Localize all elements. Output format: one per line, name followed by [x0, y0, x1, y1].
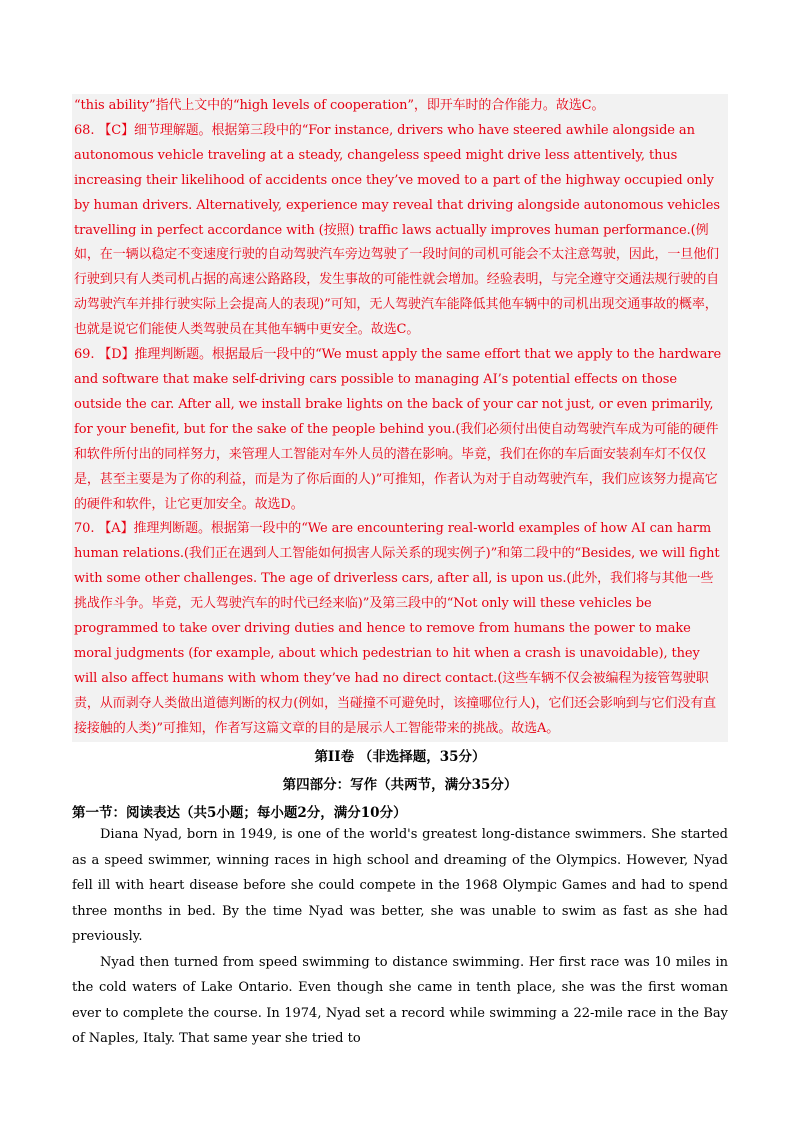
section-heading: 第一节：阅读表达（共5小题；每小题2分，满分10分）	[72, 805, 407, 821]
answer-70: 70. 【A】推理判断题。根据第一段中的“We are encountering real-world examples of how AI can harm human relations.(我们正在遇到人工智能如何损害人际关系的现实例子)”和第二段中的“Besides, we will fight with some other challenges. The age of driverless cars, after all, is upon us.(此外，我们将与其他一些挑战作斗争。毕竟，无人驾驶汽车的时代已经来临)”及第三段中的“Not only will these vehicles be programmed to take over driving duties and hence to remove from humans the power to make moral judgments (for example, about which pedestrian to hit when a crash is unavoidable), they will also affect humans with whom they’ve had no direct contact.(这些车辆不仅会被编程为接管驾驶职责，从而剥夺人类做出道德判断的权力(例如，当碰撞不可避免时，该撞哪位行人)，它们还会影响到与它们没有直接接触的人类)”可推知，作者写这篇文章的目的是展示人工智能带来的挑战。故选A。	[74, 521, 720, 736]
answer-67-continuation: “this ability”指代上文中的“high levels of cooperation”，即开车时的合作能力。故选C。	[74, 98, 605, 113]
passage-paragraph-1: Diana Nyad, born in 1949, is one of the world's greatest long-distance swimmers. She started as a speed swimmer, winning races in high school and dreaming of the Olympics. However, Nyad fell ill with heart disease before she could compete in the 1968 Olympic Games and had to spend three months in bed. By the time Nyad was better, she was unable to swim as fast as she had previously.	[72, 827, 728, 944]
reading-passage	[72, 822, 728, 1052]
passage-paragraph-2: Nyad then turned from speed swimming to distance swimming. Her first race was 10 miles in the cold waters of Lake Ontario. Even though she came in tenth place, she was the first woman ever to complete the course. In 1974, Nyad set a record while swimming a 22-mile race in the Bay of Naples, Italy. That same year she tried to	[72, 954, 728, 1046]
volume-heading: 第II卷 （非选择题，35分）	[314, 749, 486, 765]
answer-68: 68. 【C】细节理解题。根据第三段中的“For instance, drivers who have steered awhile alongside an autonomous vehicle traveling at a steady, changeless speed might drive less attentively, thus increasing their likelihood of accidents once they’ve moved to a part of the highway occupied only by human drivers. Alternatively, experience may reveal that driving alongside autonomous vehicles travelling in perfect accordance with (按照) traffic laws actually improves human performance.(例如，在一辆以稳定不变速度行驶的自动驾驶汽车旁边驾驶了一段时间的司机可能会不太注意驾驶，因此，一旦他们行驶到只有人类司机占据的高速公路路段，发生事故的可能性就会增加。经验表明，与完全遵守交通法规行驶的自动驾驶汽车并排行驶实际上会提高人的表现)”可知，无人驾驶汽车能降低其他车辆中的司机出现交通事故的概率，也就是说它们能使人类驾驶员在其他车辆中更安全。故选C。	[74, 122, 720, 338]
answer-explanations	[72, 94, 728, 742]
answer-69: 69. 【D】推理判断题。根据最后一段中的“We must apply the same effort that we apply to the hardware and software that make self-driving cars possible to managing AI’s potential effects on those outside the car. After all, we install brake lights on the back of your car not just, or even primarily, for your benefit, but for the sake of the people behind you.(我们必须付出使自动驾驶汽车成为可能的硬件和软件所付出的同样努力，来管理人工智能对车外人员的潜在影响。毕竟，我们在你的车后面安装刹车灯不仅仅是，甚至主要是为了你的利益，而是为了你后面的人)”可推知，作者认为对于自动驾驶汽车，我们应该努力提高它的硬件和软件，让它更加安全。故选D。	[74, 347, 722, 512]
part-heading: 第四部分：写作（共两节，满分35分）	[282, 777, 518, 793]
